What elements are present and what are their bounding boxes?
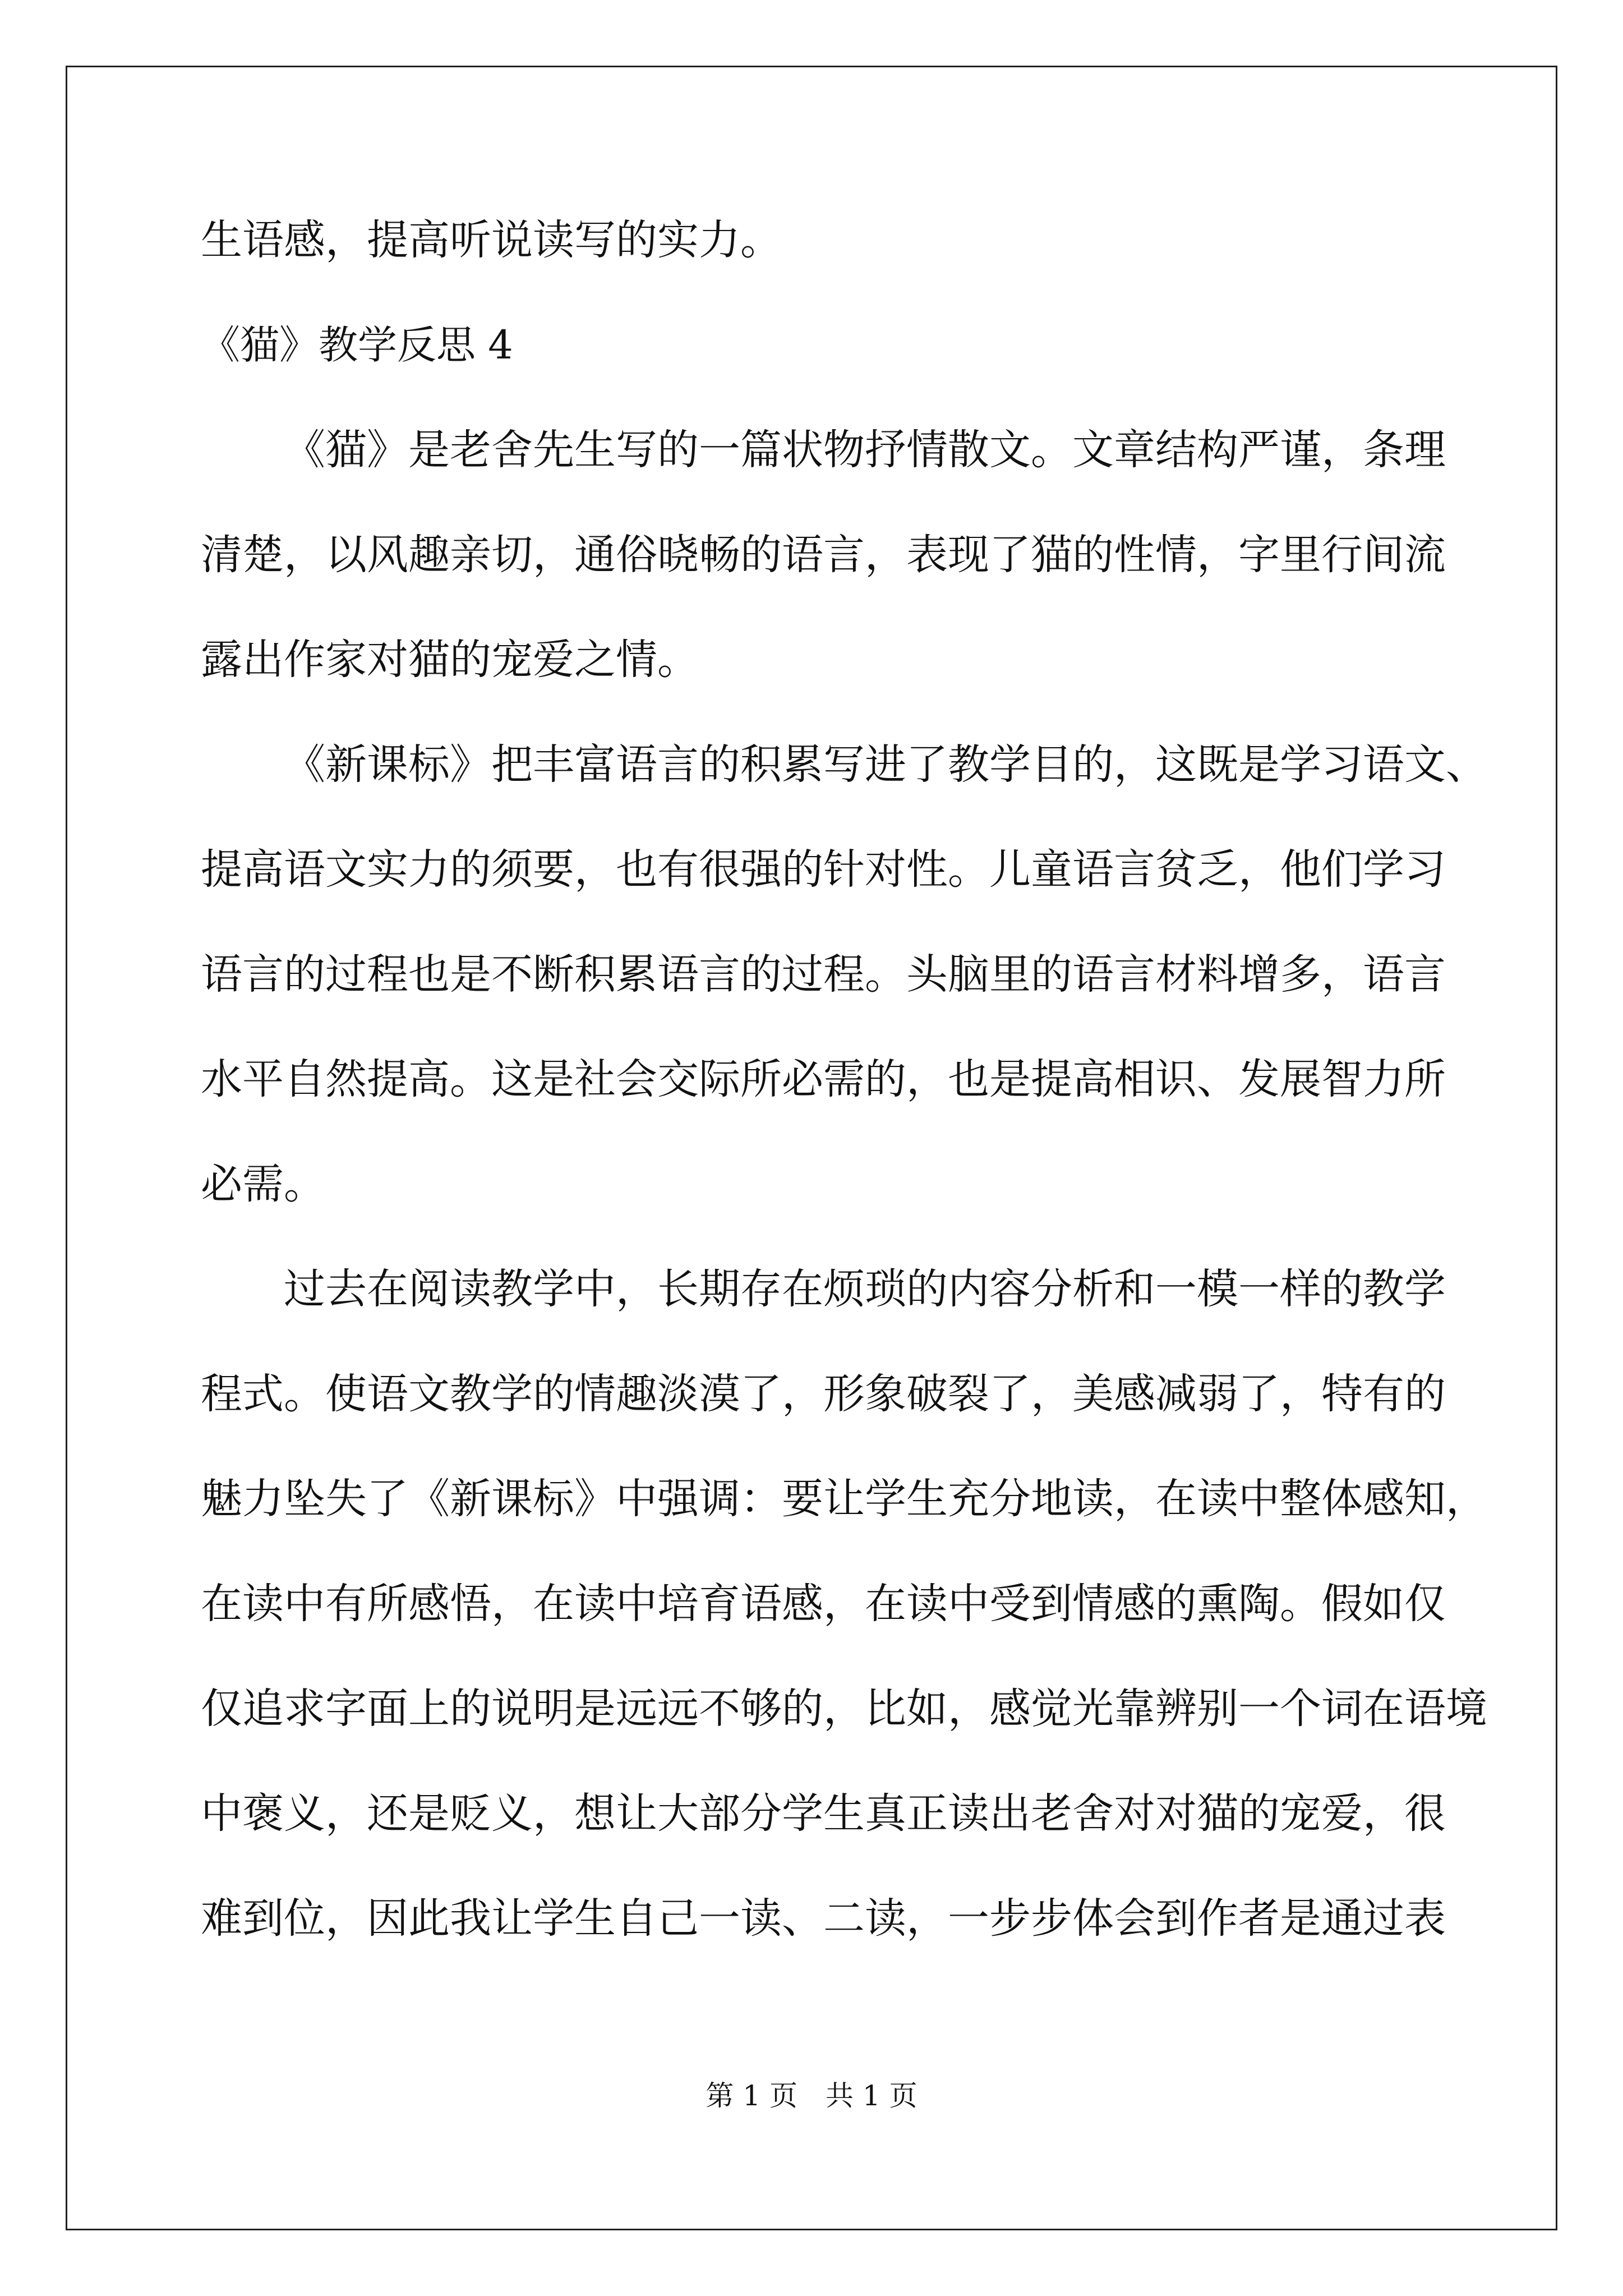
paragraph-3-line-5: 仅追求字面上的说明是远远不够的，比如，感觉光靠辨别一个词在语境	[201, 1685, 1487, 1733]
paragraph-1-line-3: 露出作家对猫的宠爱之情。	[201, 636, 699, 684]
paragraph-3-line-1: 过去在阅读教学中，长期存在烦琐的内容分析和一模一样的教学	[284, 1265, 1446, 1313]
paragraph-2-line-5: 必需。	[201, 1160, 325, 1208]
paragraph-2-line-1: 《新课标》把丰富语言的积累写进了教学目的，这既是学习语文、	[284, 740, 1487, 789]
text-line-1: 生语感，提高听说读写的实力。	[201, 216, 782, 264]
paragraph-1-line-1: 《猫》是老舍先生写的一篇状物抒情散文。文章结构严谨，条理	[284, 426, 1446, 474]
paragraph-3-line-6: 中褒义，还是贬义，想让大部分学生真正读出老舍对对猫的宠爱，很	[201, 1789, 1446, 1838]
paragraph-3-line-4: 在读中有所感悟，在读中培育语感，在读中受到情感的熏陶。假如仅	[201, 1580, 1446, 1628]
paragraph-2-line-3: 语言的过程也是不断积累语言的过程。头脑里的语言材料增多，语言	[201, 950, 1446, 999]
paragraph-2-line-4: 水平自然提高。这是社会交际所必需的，也是提高相识、发展智力所	[201, 1055, 1446, 1103]
page-footer: 第 1 页 共 1 页	[706, 2079, 917, 2112]
paragraph-3-line-3: 魅力坠失了《新课标》中强调：要让学生充分地读，在读中整体感知，	[201, 1475, 1487, 1523]
section-heading: 《猫》教学反思 4	[201, 322, 513, 368]
paragraph-3-line-7: 难到位，因此我让学生自己一读、二读，一步步体会到作者是通过表	[201, 1894, 1446, 1943]
document-body	[201, 213, 1487, 1996]
paragraph-1-line-2: 清楚，以风趣亲切，通俗晓畅的语言，表现了猫的性情，字里行间流	[201, 531, 1446, 579]
paragraph-3-line-2: 程式。使语文教学的情趣淡漠了，形象破裂了，美感减弱了，特有的	[201, 1370, 1446, 1418]
paragraph-2-line-2: 提高语文实力的须要，也有很强的针对性。儿童语言贫乏，他们学习	[201, 845, 1446, 894]
